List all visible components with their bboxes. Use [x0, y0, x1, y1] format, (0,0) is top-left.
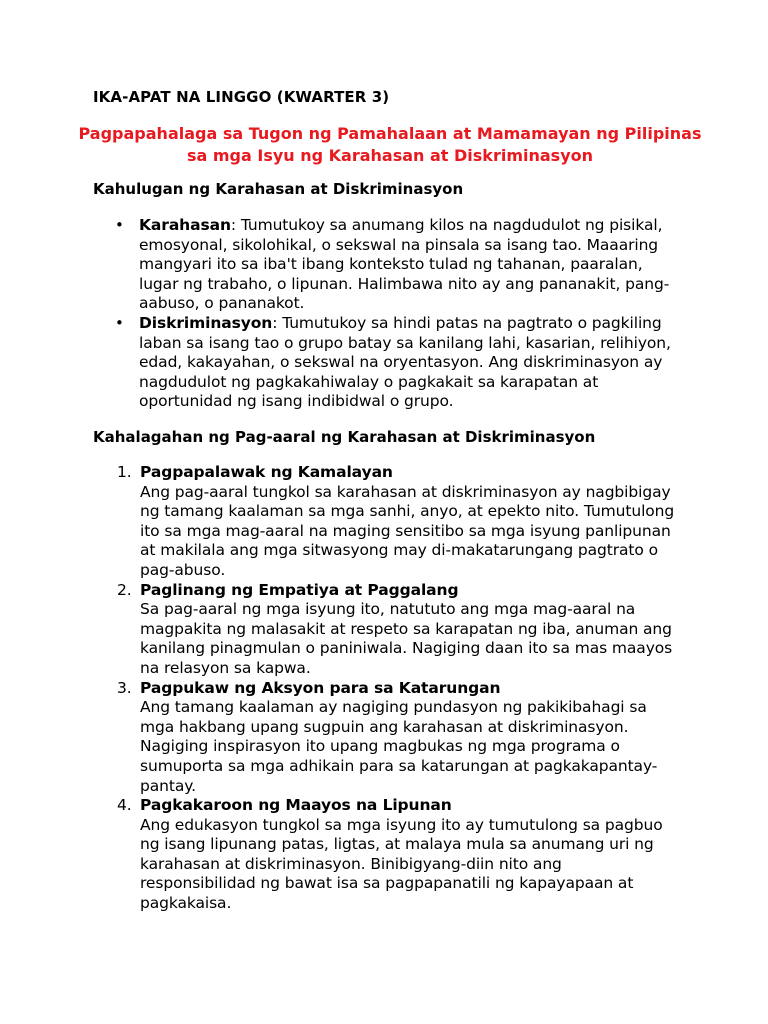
term-diskriminasyon: Diskriminasyon	[139, 313, 273, 332]
item-text: Ang pag-aaral tungkol sa karahasan at diskriminasyon ay nagbibigay ng tamang kaalaman sa mga sanhi, anyo, at epekto nito. Tumutulong ito sa mga mag-aaral na maging sensitibo sa mga isyung panlipunan at makilala ang mga sitwasyong may di-makatarungang pagtrato o pag-abuso.	[140, 482, 675, 579]
importance-list	[117, 463, 677, 914]
list-number: 1.	[117, 463, 132, 481]
definition-karahasan: : Tumutukoy sa anumang kilos na nagdudulot ng pisikal, emosyonal, sikolohikal, o sekswal na pinsala sa isang tao. Maaaring mangyari ito sa iba't ibang konteksto tulad ng tahanan, paaralan, lugar ng trabaho, o lipunan. Halimbawa nito ay ang pananakit, pang-aabuso, o pananakot.	[139, 216, 670, 313]
list-number: 4.	[117, 796, 132, 815]
item-heading: Pagpukaw ng Aksyon para sa Katarungan	[140, 678, 501, 697]
list-item-3	[117, 679, 677, 797]
list-item-body	[139, 314, 677, 412]
week-heading: IKA-APAT NA LINGGO (KWARTER 3)	[93, 88, 390, 106]
item-text: Sa pag-aaral ng mga isyung ito, natututo ang mga mag-aaral na magpakita ng malasakit at respeto sa karapatan ng iba, anuman ang kanilang pinagmulan o paniniwala. Nagiging daan ito sa mas maayos na relasyon sa kapwa.	[140, 600, 673, 677]
term-karahasan: Karahasan	[139, 216, 231, 234]
list-item-body	[140, 463, 677, 581]
list-item-1	[117, 463, 677, 581]
list-item-diskriminasyon	[117, 314, 677, 412]
item-text: Ang edukasyon tungkol sa mga isyung ito ay tumutulong sa pagbuo ng isang lipunang patas, ligtas, at malaya mula sa anumang uri ng karahasan at diskriminasyon. Binibigyang-diin nito ang responsibilidad ng bawat isa sa pagpapanatili ng kapayapaan at pagkakaisa.	[140, 815, 663, 913]
list-item-body	[140, 796, 677, 914]
list-item-karahasan	[117, 216, 677, 314]
item-text: Ang tamang kaalaman ay nagiging pundasyon ng pakikibahagi sa mga hakbang upang sugpuin ang karahasan at diskriminasyon. Nagiging inspirasyon ito upang magbukas ng mga programa o sumuporta sa mga adhikain para sa katarungan at pagkakapantay-pantay.	[140, 698, 658, 795]
section-title-kahalagahan: Kahalagahan ng Pag-aaral ng Karahasan at Diskriminasyon	[93, 428, 596, 446]
list-number: 3.	[117, 678, 132, 697]
list-item-body	[139, 216, 677, 314]
list-item-body	[140, 679, 677, 797]
section-title-kahulugan: Kahulugan ng Karahasan at Diskriminasyon	[93, 180, 464, 198]
bullet-icon: •	[115, 216, 124, 234]
definition-list	[117, 216, 677, 412]
list-item-body	[140, 581, 677, 679]
main-title	[60, 123, 720, 167]
main-title-line-1: Pagpapahalaga sa Tugon ng Pamahalaan at Mamamayan ng Pilipinas	[78, 124, 702, 143]
main-title-line-2: sa mga Isyu ng Karahasan at Diskriminasyon	[186, 146, 593, 165]
list-item-4	[117, 796, 677, 914]
bullet-icon: •	[115, 313, 124, 332]
definition-diskriminasyon: : Tumutukoy sa hindi patas na pagtrato o pagkiling laban sa isang tao o grupo batay sa kanilang lahi, kasarian, relihiyon, edad, kakayahan, o sekswal na oryentasyon. Ang diskriminasyon ay nagdudulot ng pagkakahiwalay o pagkakait sa karapatan at oportunidad ng isang indibidwal o grupo.	[139, 313, 671, 411]
item-heading: Pagpapalawak ng Kamalayan	[140, 463, 393, 481]
list-item-2	[117, 581, 677, 679]
item-heading: Pagkakaroon ng Maayos na Lipunan	[140, 796, 452, 815]
item-heading: Paglinang ng Empatiya at Paggalang	[140, 580, 459, 599]
list-number: 2.	[117, 580, 132, 599]
